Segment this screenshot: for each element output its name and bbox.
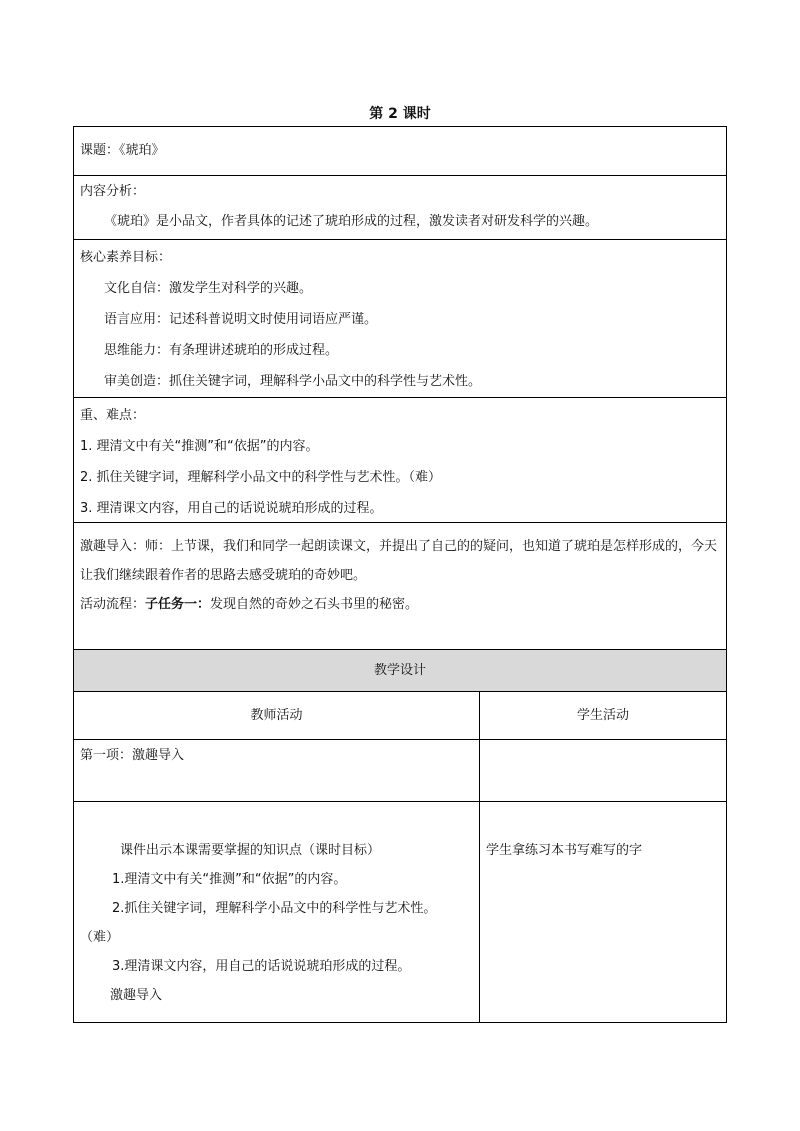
student-activity-cell xyxy=(480,740,726,801)
teacher-activity-text: 激趣导入 xyxy=(110,988,163,1003)
key-point-item: 3. 理清课文内容，用自己的话说说琥珀形成的过程。 xyxy=(80,501,383,516)
activity-flow-task: 子任务一： xyxy=(145,597,211,612)
core-goal-item: 文化自信：激发学生对科学的兴趣。 xyxy=(104,281,313,296)
design-header: 教学设计 xyxy=(74,650,726,692)
key-points-heading: 重、难点： xyxy=(80,408,146,423)
core-goals-heading: 核心素养目标： xyxy=(80,250,172,265)
intro-text: 激趣导入：师：上节课，我们和同学一起朗读课文，并提出了自己的的疑问，也知道了琥珀是怎样形成的，今天让我们继续跟着作者的思路去感受琥珀的奇妙吧。 xyxy=(80,539,718,583)
content-analysis-heading: 内容分析： xyxy=(80,184,146,199)
content-analysis-text: 《琥珀》是小品文，作者具体的记述了琥珀形成的过程，激发读者对研发科学的兴趣。 xyxy=(104,214,599,229)
teacher-activity-text: 课件出示本课需要掌握的知识点（课时目标） xyxy=(120,843,381,858)
activity-flow-label: 活动流程： xyxy=(80,597,146,612)
page-title: 第 2 课时 xyxy=(369,106,431,122)
teacher-activity-text: 3.理清课文内容，用自己的话说说琥珀形成的过程。 xyxy=(112,959,411,974)
key-points-section xyxy=(74,398,726,523)
core-goal-item: 审美创造：抓住关键字词，理解科学小品文中的科学性与艺术性。 xyxy=(104,374,482,389)
activity-flow-text: 发现自然的奇妙之石头书里的秘密。 xyxy=(210,597,419,612)
core-goals-section xyxy=(74,240,726,398)
student-activity-header: 学生活动 xyxy=(576,708,629,723)
activity-flow xyxy=(80,590,720,620)
core-goal-item: 语言应用：记述科普说明文时使用词语应严谨。 xyxy=(104,312,378,327)
design-column-headers xyxy=(74,692,726,740)
key-point-item: 2. 抓住关键字词，理解科学小品文中的科学性与艺术性。（难） xyxy=(80,470,442,485)
teacher-activity-text: （难） xyxy=(80,930,120,945)
content-analysis-section xyxy=(74,176,726,240)
design-row xyxy=(74,802,726,1023)
teacher-activity-header: 教师活动 xyxy=(74,692,480,739)
core-goal-item: 思维能力：有条理讲述琥珀的形成过程。 xyxy=(104,343,339,358)
lesson-plan-table xyxy=(73,126,727,1023)
topic-text: 课题：《琥珀》 xyxy=(80,143,165,158)
teacher-activity-text: 1.理清文中有关“推测”和“依据”的内容。 xyxy=(112,872,347,887)
teacher-activity-text: 第一项：激趣导入 xyxy=(80,748,185,763)
student-activity-text: 学生拿练习本书写难写的字 xyxy=(486,843,643,858)
design-row xyxy=(74,740,726,802)
teacher-activity-text: 2.抓住关键字词，理解科学小品文中的科学性与艺术性。 xyxy=(112,901,437,916)
key-point-item: 1. 理清文中有关“推测”和“依据”的内容。 xyxy=(80,439,319,454)
intro-section xyxy=(74,523,726,650)
topic-section xyxy=(74,127,726,176)
teacher-activity-cell xyxy=(74,802,480,1022)
teacher-activity-cell xyxy=(74,740,480,801)
student-activity-cell xyxy=(480,802,726,1022)
